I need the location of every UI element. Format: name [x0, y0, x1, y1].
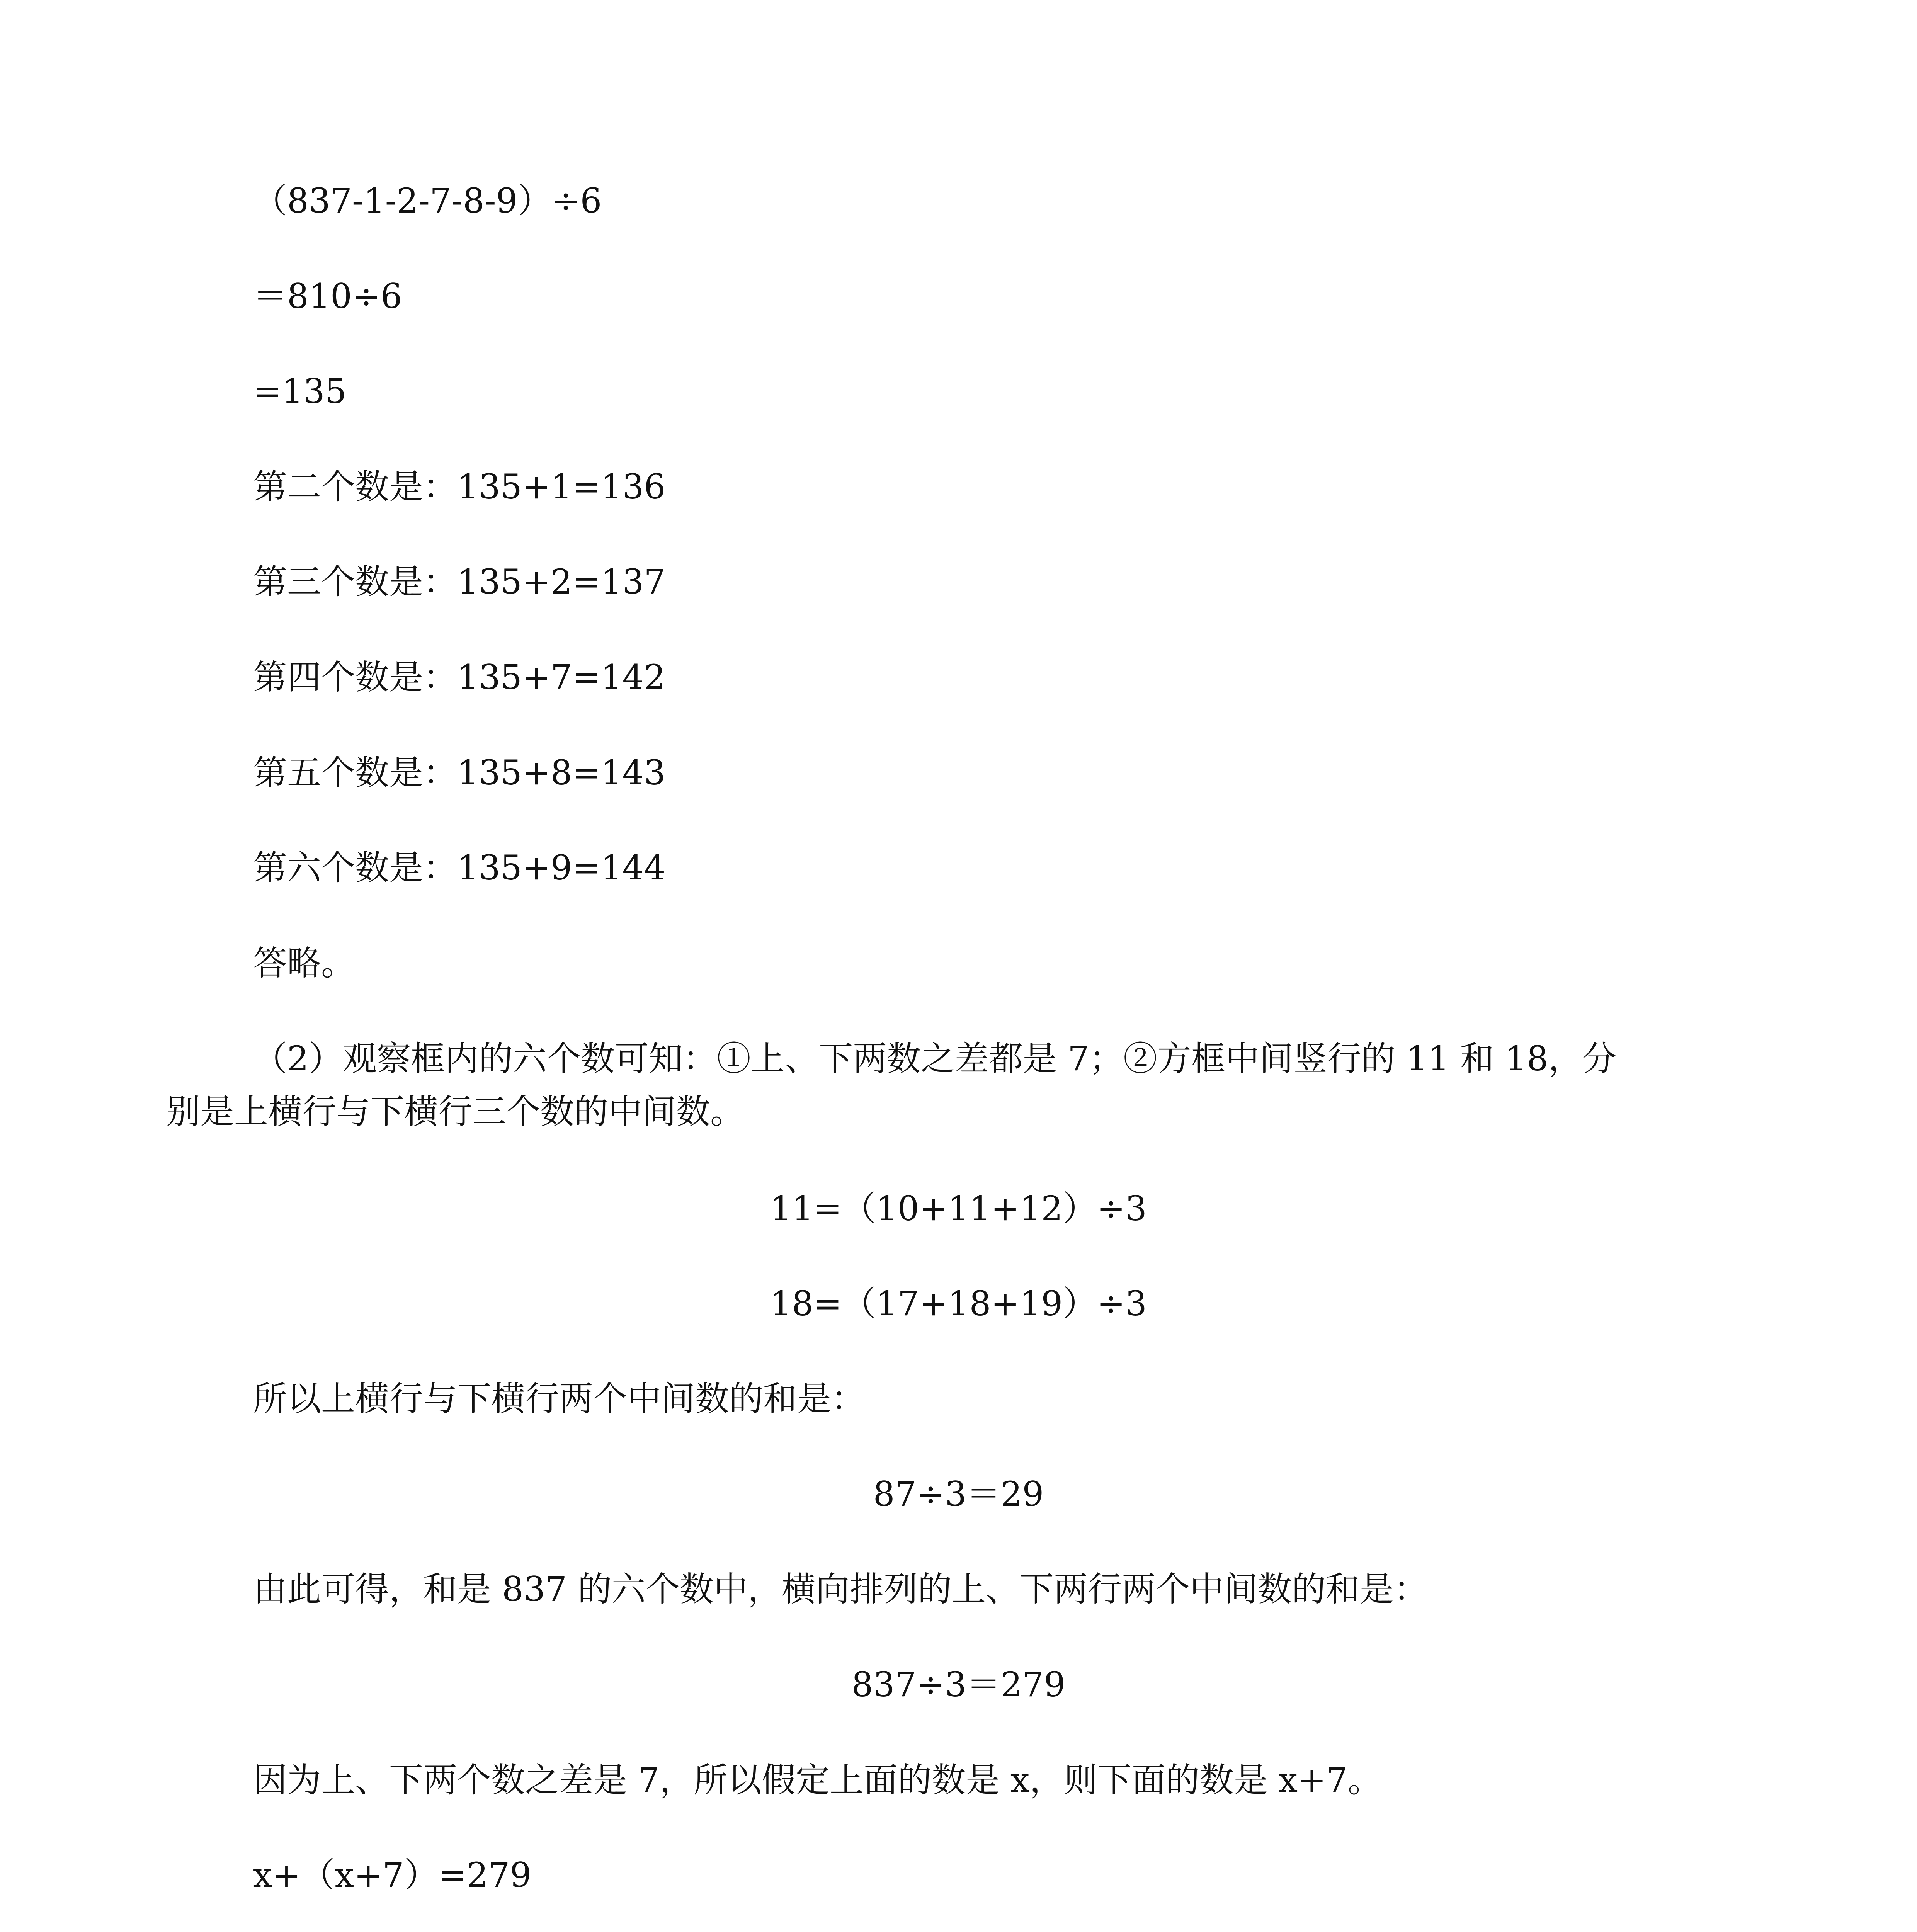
centered-equation-2: 18=（17+18+19）÷3	[770, 1284, 1147, 1323]
centered-equation-3: 87÷3＝29	[873, 1474, 1044, 1514]
fifth-number-line: 第五个数是：135+8=143	[253, 753, 666, 793]
paragraph-part2-line-1: （2）观察框内的六个数可知：①上、下两数之差都是 7；②方框中间竖行的 11 和 18，分	[253, 1039, 1616, 1078]
equation-line-1: （837-1-2-7-8-9）÷6	[253, 181, 602, 221]
paragraph-part2-line-2: 别是上横行与下横行三个数的中间数。	[166, 1092, 745, 1131]
equation-line-2: ＝810÷6	[253, 276, 402, 316]
solve-line-1: x+（x+7）=279	[253, 1855, 532, 1895]
centered-equation-1: 11=（10+11+12）÷3	[770, 1189, 1147, 1228]
assumption-line: 因为上、下两个数之差是 7，所以假定上面的数是 x，则下面的数是 x+7。	[253, 1760, 1382, 1800]
sixth-number-line: 第六个数是：135+9=144	[253, 848, 666, 888]
equation-line-3: =135	[253, 371, 347, 411]
answer-omitted-line: 答略。	[253, 943, 356, 983]
third-number-line: 第三个数是：135+2=137	[253, 562, 666, 602]
fourth-number-line: 第四个数是：135+7=142	[253, 657, 666, 697]
sum-statement-line: 所以上横行与下横行两个中间数的和是：	[253, 1379, 866, 1418]
deduction-line: 由此可得，和是 837 的六个数中，横向排列的上、下两行两个中间数的和是：	[253, 1569, 1428, 1609]
centered-equation-4: 837÷3＝279	[851, 1665, 1066, 1704]
second-number-line: 第二个数是：135+1=136	[253, 467, 666, 507]
